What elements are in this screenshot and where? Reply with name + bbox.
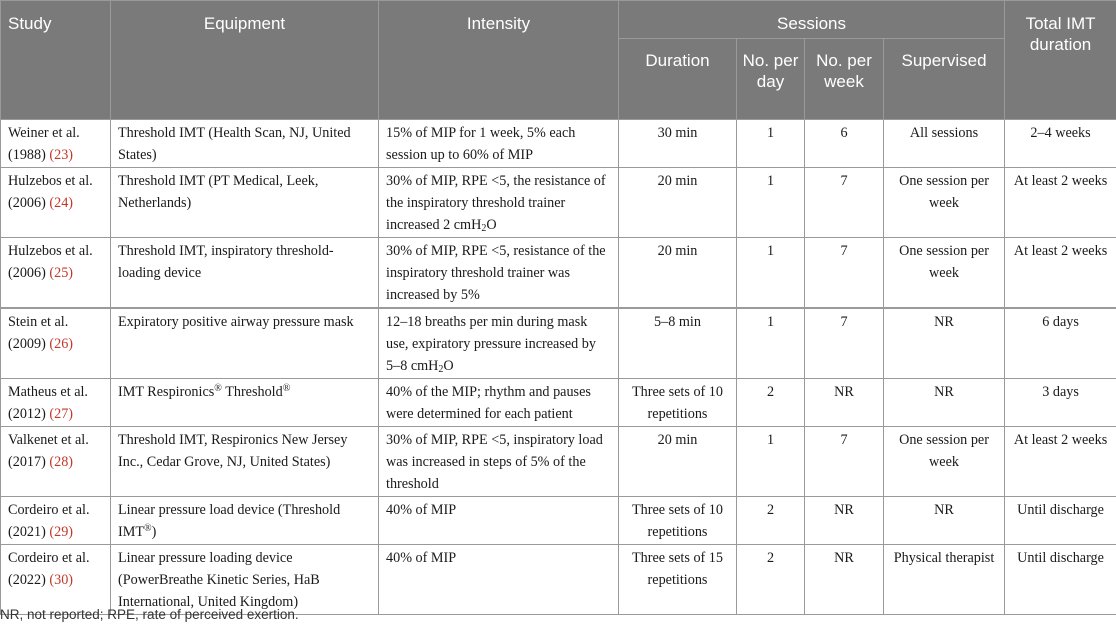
study-name: Weiner et al. (1988): [8, 125, 80, 163]
cell-per-day: 1: [737, 238, 805, 309]
cell-duration: 20 min: [619, 427, 737, 497]
cell-intensity: 30% of MIP, RPE <5, the resistance of the inspiratory threshold trainer increased 2 cmH$_2$O: [379, 168, 619, 238]
cell-duration: Three sets of 15 repetitions: [619, 545, 737, 615]
table-row: [1, 379, 1116, 427]
cell-equipment: Threshold IMT, inspiratory threshold-loading device: [111, 238, 379, 309]
cell-per-day: 1: [737, 168, 805, 238]
reference-link[interactable]: (23): [49, 147, 74, 163]
cell-equipment: Expiratory positive airway pressure mask: [111, 308, 379, 379]
cell-duration: 5–8 min: [619, 308, 737, 379]
table-row: [1, 168, 1116, 238]
cell-per-day: 1: [737, 308, 805, 379]
header-intensity: Intensity: [379, 1, 619, 120]
table-header: [1, 1, 1116, 120]
cell-per-week: NR: [805, 545, 884, 615]
cell-per-week: NR: [805, 379, 884, 427]
cell-equipment: Threshold IMT (PT Medical, Leek, Netherlands): [111, 168, 379, 238]
reference-link[interactable]: (30): [49, 572, 74, 588]
cell-equipment: Threshold IMT (Health Scan, NJ, United States): [111, 120, 379, 168]
cell-per-day: 1: [737, 120, 805, 168]
cell-intensity: 12–18 breaths per min during mask use, expiratory pressure increased by 5–8 cmH$_2$O: [379, 308, 619, 379]
cell-per-week: 6: [805, 120, 884, 168]
cell-per-week: NR: [805, 497, 884, 545]
study-name: Cordeiro et al. (2022): [8, 550, 90, 588]
cell-intensity: 15% of MIP for 1 week, 5% each session up to 60% of MIP: [379, 120, 619, 168]
header-equipment: Equipment: [111, 1, 379, 120]
cell-equipment: Linear pressure loading device (PowerBreathe Kinetic Series, HaB International, United Kingdom): [111, 545, 379, 615]
cell-supervised: NR: [884, 379, 1005, 427]
cell-supervised: NR: [884, 308, 1005, 379]
header-study: Study: [1, 1, 111, 120]
cell-supervised: One session per week: [884, 238, 1005, 309]
cell-intensity: 30% of MIP, RPE <5, inspiratory load was increased in steps of 5% of the threshold: [379, 427, 619, 497]
header-total-imt-duration: Total IMT duration: [1005, 1, 1116, 120]
cell-supervised: All sessions: [884, 120, 1005, 168]
cell-supervised: NR: [884, 497, 1005, 545]
reference-link[interactable]: (24): [49, 195, 74, 211]
cell-total-duration: At least 2 weeks: [1005, 427, 1116, 497]
cell-study: [1, 238, 111, 309]
cell-duration: Three sets of 10 repetitions: [619, 379, 737, 427]
cell-equipment: Linear pressure load device (Threshold IMT®): [111, 497, 379, 545]
cell-total-duration: 2–4 weeks: [1005, 120, 1116, 168]
cell-equipment: IMT Respironics® Threshold®: [111, 379, 379, 427]
cell-total-duration: Until discharge: [1005, 497, 1116, 545]
study-name: Hulzebos et al. (2006): [8, 243, 93, 281]
table-row: [1, 497, 1116, 545]
table-row: [1, 427, 1116, 497]
header-duration: Duration: [619, 39, 737, 120]
cell-duration: 20 min: [619, 238, 737, 309]
study-name: Valkenet et al. (2017): [8, 432, 89, 470]
table-row: [1, 545, 1116, 615]
cell-intensity: 40% of MIP: [379, 497, 619, 545]
cell-study: [1, 497, 111, 545]
cell-study: [1, 308, 111, 379]
reference-link[interactable]: (28): [49, 454, 74, 470]
cell-supervised: One session per week: [884, 427, 1005, 497]
cell-duration: 20 min: [619, 168, 737, 238]
reference-link[interactable]: (25): [49, 265, 74, 281]
cell-per-day: 2: [737, 379, 805, 427]
study-name: Matheus et al. (2012): [8, 384, 88, 422]
cell-per-week: 7: [805, 238, 884, 309]
cell-per-day: 2: [737, 545, 805, 615]
cell-total-duration: 6 days: [1005, 308, 1116, 379]
cell-study: [1, 379, 111, 427]
table-footnote: NR, not reported; RPE, rate of perceived exertion.: [0, 607, 299, 622]
cell-intensity: 40% of the MIP; rhythm and pauses were determined for each patient: [379, 379, 619, 427]
cell-equipment: Threshold IMT, Respironics New Jersey Inc., Cedar Grove, NJ, United States): [111, 427, 379, 497]
header-no-per-day: No. per day: [737, 39, 805, 120]
study-name: Cordeiro et al. (2021): [8, 502, 90, 540]
cell-per-week: 7: [805, 427, 884, 497]
study-name: Stein et al. (2009): [8, 314, 69, 352]
header-no-per-week: No. per week: [805, 39, 884, 120]
cell-per-week: 7: [805, 168, 884, 238]
cell-study: [1, 120, 111, 168]
cell-intensity: 30% of MIP, RPE <5, resistance of the inspiratory threshold trainer was increased by 5%: [379, 238, 619, 309]
cell-study: [1, 168, 111, 238]
cell-intensity: 40% of MIP: [379, 545, 619, 615]
cell-total-duration: Until discharge: [1005, 545, 1116, 615]
reference-link[interactable]: (27): [49, 406, 74, 422]
cell-total-duration: At least 2 weeks: [1005, 238, 1116, 309]
cell-per-week: 7: [805, 308, 884, 379]
reference-link[interactable]: (26): [49, 336, 74, 352]
cell-duration: Three sets of 10 repetitions: [619, 497, 737, 545]
table-row: [1, 120, 1116, 168]
cell-per-day: 2: [737, 497, 805, 545]
header-sessions: Sessions: [619, 1, 1005, 39]
cell-total-duration: 3 days: [1005, 379, 1116, 427]
cell-total-duration: At least 2 weeks: [1005, 168, 1116, 238]
study-name: Hulzebos et al. (2006): [8, 173, 93, 211]
cell-study: [1, 545, 111, 615]
reference-link[interactable]: (29): [49, 524, 74, 540]
cell-supervised: Physical therapist: [884, 545, 1005, 615]
table-row: [1, 238, 1116, 309]
cell-duration: 30 min: [619, 120, 737, 168]
table-row: [1, 308, 1116, 379]
header-supervised: Supervised: [884, 39, 1005, 120]
cell-study: [1, 427, 111, 497]
cell-supervised: One session per week: [884, 168, 1005, 238]
table-body: [1, 120, 1116, 615]
cell-per-day: 1: [737, 427, 805, 497]
